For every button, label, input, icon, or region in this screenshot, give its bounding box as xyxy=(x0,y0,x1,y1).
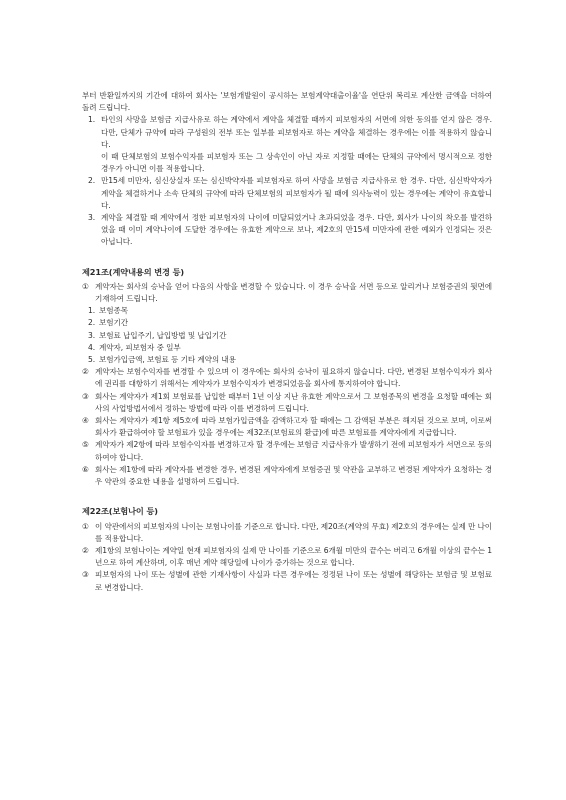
clause xyxy=(82,415,492,439)
list-item-text: 만15세 미만자, 심신상실자 또는 심신박약자를 피보험자로 하여 사망을 보험금 지급사유로 한 경우. 다만, 심신박약자가 계약을 체결하거나 소속 단체의 규약에 따라 단체보험의 피보험자가 될 때에 의사능력이 있는 경우에는 계약이 유효합니다. xyxy=(101,176,492,210)
list-item-text: 타인의 사망을 보험금 지급사유로 하는 계약에서 계약을 체결할 때까지 피보험자의 서면에 의한 동의를 얻지 않은 경우. 다만, 단체가 규약에 따라 구성원의 전부 또는 일부를 피보험자로 하는 계약을 체결하는 경우에는 이를 적용하지 않습니다. xyxy=(101,115,492,149)
clause xyxy=(82,391,492,415)
article-22-title: 제22조(보험나이 등) xyxy=(82,506,158,517)
clause-text: 피보험자의 나이 또는 성별에 관한 기재사항이 사실과 다른 경우에는 정정된 나이 또는 성별에 해당하는 보험금 및 보험료로 변경합니다. xyxy=(95,570,492,592)
clause-text: 회사는 제1항에 따라 계약자를 변경한 경우, 변경된 계약자에게 보험증권 및 약관을 교부하고 변경된 계약자가 요청하는 경우 약관의 중요한 내용을 설명하여 드립니다. xyxy=(95,464,492,487)
intro-paragraph: 부터 반환일까지의 기간에 대하여 회사는 '보험개발원이 공시하는 보험계약대출이율'을 연단위 복리로 계산한 금액을 더하여 돌려 드립니다. xyxy=(82,91,492,113)
list-item xyxy=(82,354,492,366)
clause xyxy=(82,439,492,463)
list-item xyxy=(82,212,492,249)
list-item-text: 보험가입금액, 보험료 등 기타 계약의 내용 xyxy=(99,355,236,365)
clause-number: ⑥ xyxy=(82,464,89,474)
clause-text: 이 약관에서의 피보험자의 나이는 보험나이를 기준으로 합니다. 다만, 제20조(계약의 무효) 제2호의 경우에는 실제 만 나이를 적용합니다. xyxy=(95,521,493,543)
article-21-title: 제21조(계약내용의 변경 등) xyxy=(82,266,185,277)
article-21-body xyxy=(82,281,492,488)
clause-number: ① xyxy=(82,281,89,291)
list-item-number: 2. xyxy=(88,176,96,186)
clause-number: ⑤ xyxy=(82,440,89,450)
list-item-number: 1. xyxy=(88,306,96,316)
list-item-text: 보험기간 xyxy=(99,318,128,328)
document-page xyxy=(82,90,492,594)
list-item xyxy=(82,114,492,151)
article-22-body xyxy=(82,521,492,594)
list-item-number: 3. xyxy=(88,330,96,340)
list-item-number: 5. xyxy=(88,355,96,365)
invalid-contract-list xyxy=(82,114,492,248)
clause-number: ③ xyxy=(82,570,89,580)
clause xyxy=(82,366,492,390)
clause-text: 계약자는 보험수익자를 변경할 수 있으며 이 경우에는 회사의 승낙이 필요하지 않습니다. 다만, 변경된 보험수익자가 회사에 권리를 대항하기 위해서는 계약자가 보험수익자가 변경되었음을 회사에 통지하여야 합니다. xyxy=(95,367,492,389)
clause-number: ② xyxy=(82,545,89,555)
list-item-number: 1. xyxy=(88,115,96,125)
clause-text: 제1항의 보험나이는 계약일 현재 피보험자의 실제 만 나이를 기준으로 6개월 미만의 끝수는 버리고 6개월 이상의 끝수는 1년으로 하여 계산하며, 이후 매년 계약 해당일에 나이가 증가하는 것으로 합니다. xyxy=(95,545,492,568)
list-item-text: 계약을 체결할 때 계약에서 정한 피보험자의 나이에 미달되었거나 초과되었을 경우. 다만, 회사가 나이의 착오를 발견하였을 때 이미 계약나이에 도달한 경우에는 유효한 계약으로 보나, 제2호의 만15세 미만자에 관한 예외가 인정되는 것은 아닙니다. xyxy=(101,213,492,247)
list-item xyxy=(82,317,492,329)
list-item xyxy=(82,330,492,342)
clause-number: ② xyxy=(82,367,89,377)
list-item-text: 계약자, 피보험자 중 일부 xyxy=(99,342,181,352)
list-item-number: 3. xyxy=(88,213,96,223)
clause-text: 회사는 계약자가 제1회 보험료를 납입한 때부터 1년 이상 지난 유효한 계약으로서 그 보험종목의 변경을 요청할 때에는 회사의 사업방법서에서 정하는 방법에 따라 이를 변경하여 드립니다. xyxy=(95,391,492,413)
list-item xyxy=(82,175,492,212)
clause xyxy=(82,545,492,569)
list-item xyxy=(82,305,492,317)
clause-number: ④ xyxy=(82,416,89,426)
clause-text: 계약자는 회사의 승낙을 얻어 다음의 사항을 변경할 수 있습니다. 이 경우 승낙을 서면 등으로 알리거나 보험증권의 뒷면에 기재하여 드립니다. xyxy=(95,281,492,304)
clause-text: 계약자가 제2항에 따라 보험수익자를 변경하고자 할 경우에는 보험금 지급사유가 발생하기 전에 피보험자가 서면으로 동의하여야 합니다. xyxy=(95,440,492,462)
list-item xyxy=(82,342,492,354)
list-item-text: 보험종목 xyxy=(99,306,128,316)
list-item-number: 4. xyxy=(88,342,96,352)
clause-number: ③ xyxy=(82,391,89,401)
clause xyxy=(82,464,492,488)
clause xyxy=(82,521,492,545)
clause-text: 회사는 계약자가 제1항 제5호에 따라 보험가입금액을 감액하고자 할 때에는 그 감액된 부분은 해지된 것으로 보며, 이로써 회사가 환급하여야 할 보험료가 있을 경우에는 제32조(보험료의 환급)에 따른 보험료를 계약자에게 지급합니다. xyxy=(95,416,492,438)
clause xyxy=(82,281,492,305)
list-item-note: 이 때 단체보험의 보험수익자를 피보험자 또는 그 상속인이 아닌 자로 지정할 때에는 단체의 규약에서 명시적으로 정한 경우가 아니면 이를 적용합니다. xyxy=(101,152,492,174)
list-item-text: 보험료 납입주기, 납입방법 및 납입기간 xyxy=(99,330,227,340)
list-item-number: 2. xyxy=(88,318,96,328)
clause xyxy=(82,569,492,593)
clause-number: ① xyxy=(82,521,89,531)
